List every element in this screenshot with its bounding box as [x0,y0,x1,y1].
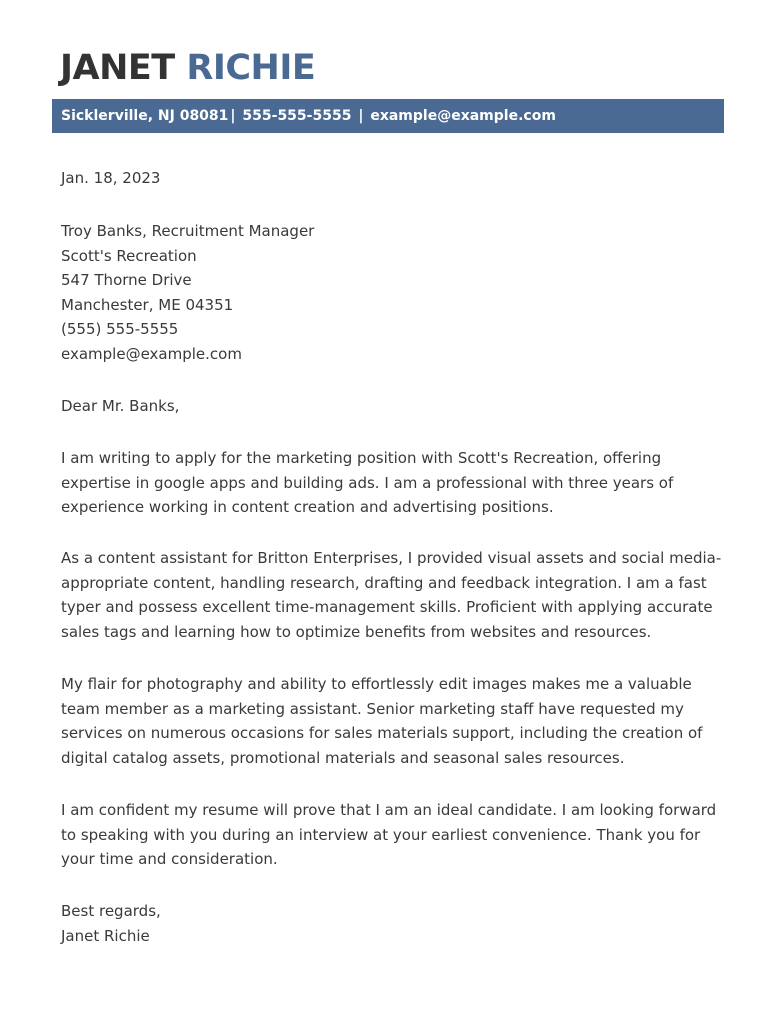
contact-address: Sicklerville, NJ 08081 [61,108,229,124]
recipient-company: Scott's Recreation [61,246,197,265]
recipient-block [61,219,731,366]
signature: Janet Richie [61,926,150,945]
letter-paragraph: I am writing to apply for the marketing position with Scott's Recreation, offering expertise in google apps and building ads. I am a professional with three years of experience working in content creation and advertising positions. [61,449,674,516]
contact-email: example@example.com [370,108,556,124]
contact-separator: | [230,108,236,124]
first-name: JANET [60,48,175,88]
contact-phone: 555-555-5555 [242,108,352,124]
letter-date: Jan. 18, 2023 [61,169,161,187]
signoff-block [61,899,731,948]
last-name: RICHIE [186,48,316,88]
recipient-email: example@example.com [61,344,242,363]
applicant-name [60,46,315,90]
recipient-street: 547 Thorne Drive [61,271,192,289]
recipient-phone: (555) 555-5555 [61,320,179,338]
closing: Best regards, [61,902,161,920]
letter-paragraph: I am confident my resume will prove that I am an ideal candidate. I am looking forward to speaking with you during an interview at your earliest convenience. Thank you for your time and consideration. [61,801,717,868]
recipient-city-state-zip: Manchester, ME 04351 [61,295,234,314]
recipient-name-title: Troy Banks, Recruitment Manager [61,222,315,240]
letter-paragraph: As a content assistant for Britton Enterprises, I provided visual assets and social media-appropriate content, handling research, drafting and feedback integration. I am a fast typer and possess excellent time-management skills. Proficient with applying accurate sales tags and learning how to optimize benefits from websites and resources. [61,549,722,641]
salutation: Dear Mr. Banks, [61,397,180,415]
letter-paragraph: My flair for photography and ability to effortlessly edit images makes me a valuable team member as a marketing assistant. Senior marketing staff have requested my services on numerous occasions for sales materials support, including the creation of digital catalog assets, promotional materials and seasonal sales resources. [61,675,703,767]
contact-bar [52,99,724,133]
contact-separator: | [358,108,364,124]
